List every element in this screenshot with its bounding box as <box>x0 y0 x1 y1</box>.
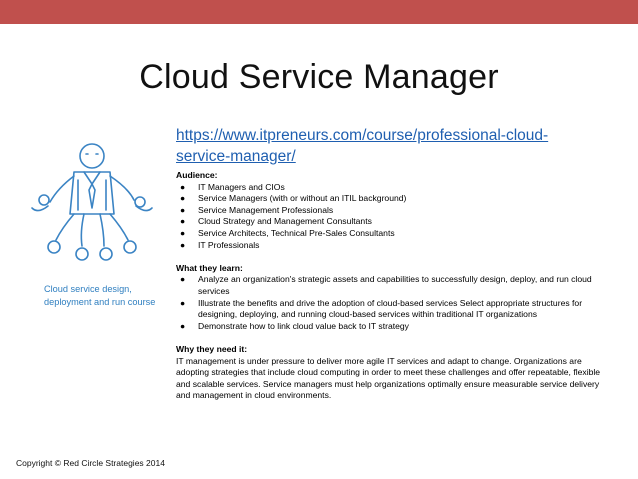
top-accent-bar <box>0 0 638 24</box>
list-item <box>176 216 602 228</box>
learn-item: Analyze an organization's strategic assets and capabilities to successfully design, deploy, and run cloud services <box>198 274 592 296</box>
audience-item: Service Management Professionals <box>198 204 334 215</box>
bullet-icon: ● <box>180 297 186 308</box>
bullet-icon: ● <box>180 227 186 238</box>
audience-item: IT Professionals <box>198 239 260 250</box>
slide-title: Cloud Service Manager <box>139 58 499 96</box>
bullet-icon: ● <box>180 193 186 204</box>
need-heading: Why they need it: <box>176 343 248 354</box>
bullet-icon: ● <box>180 181 186 192</box>
learn-list <box>176 274 602 332</box>
audience-item: IT Managers and CIOs <box>198 181 285 192</box>
course-details <box>176 170 602 402</box>
list-item <box>176 228 602 240</box>
audience-item: Cloud Strategy and Management Consultants <box>198 216 372 227</box>
learn-heading: What they learn: <box>176 262 243 273</box>
bullet-icon: ● <box>180 239 186 250</box>
list-item <box>176 274 602 297</box>
copyright-notice: Copyright © Red Circle Strategies 2014 <box>16 458 165 468</box>
audience-item: Service Managers (with or without an ITIL background) <box>198 193 407 204</box>
audience-item: Service Architects, Technical Pre-Sales Consultants <box>198 227 395 238</box>
bullet-icon: ● <box>180 204 186 215</box>
need-paragraph: IT management is under pressure to deliver more agile IT services and adapt to change. Organizations are adopting strategies that include cloud computing in order to meet these challenges and offer repeatable, flexible and scalable services. Service managers must help organizations optimally ensure measurable service delivery and management in cloud environments. <box>176 355 601 401</box>
list-item <box>176 298 602 321</box>
bullet-icon: ● <box>180 274 186 285</box>
list-item <box>176 321 602 333</box>
learn-item: Illustrate the benefits and drive the adoption of cloud-based services Select appropriate structures for designing, deploying, and running cloud-based services within traditional IT organizations <box>198 297 583 320</box>
course-link[interactable]: https://www.itpreneurs.com/course/professional-cloud-service-manager/ <box>176 127 549 165</box>
audience-heading: Audience: <box>176 170 218 180</box>
list-item <box>176 182 602 194</box>
illustration-caption: Cloud service design, deployment and run course <box>44 284 156 307</box>
bullet-icon: ● <box>180 216 186 227</box>
bullet-icon: ● <box>180 320 186 331</box>
list-item <box>176 193 602 205</box>
learn-item: Demonstrate how to link cloud value back to IT strategy <box>198 320 409 331</box>
audience-list <box>176 182 602 252</box>
list-item <box>176 240 602 252</box>
manager-figure-icon <box>22 136 162 268</box>
list-item <box>176 205 602 217</box>
